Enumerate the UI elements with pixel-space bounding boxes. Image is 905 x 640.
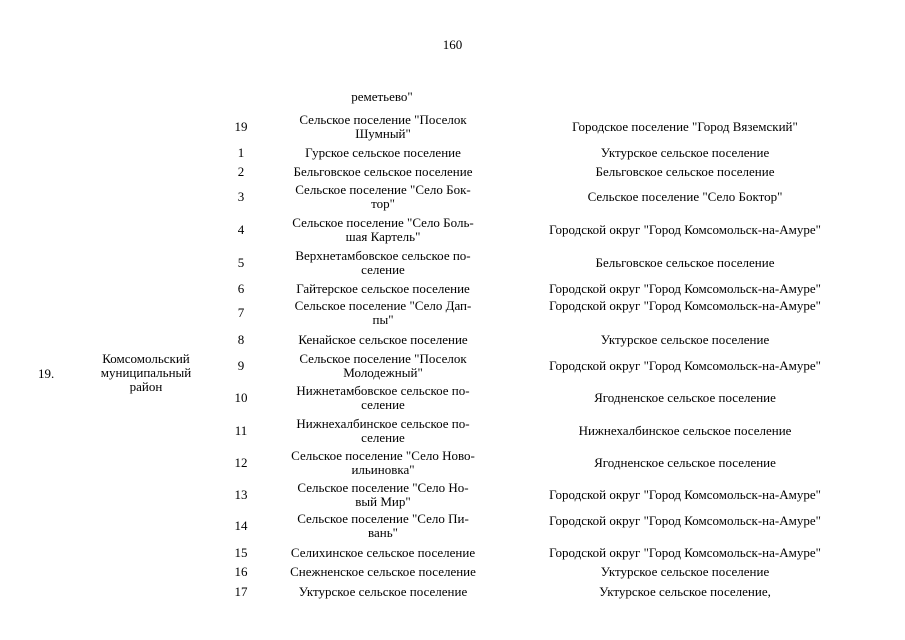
settlement-name-line: Сельское поселение "Село Пи- — [297, 511, 469, 526]
settlement-name-line: Сельское поселение "Село Но- — [297, 480, 469, 495]
settlement-name-line: Шумный" — [355, 126, 411, 141]
settlement-name-line: селение — [361, 262, 405, 277]
table-row — [0, 332, 905, 348]
table-row — [0, 545, 905, 561]
table-row — [0, 164, 905, 180]
settlement-name-line: Верхнетамбовское сельское по- — [295, 248, 471, 263]
settlement-name — [278, 299, 488, 327]
target-settlement: Городское поселение "Город Вяземский" — [572, 119, 798, 134]
settlement-name-line: Кенайское сельское поселение — [298, 332, 468, 347]
target-settlement: Сельское поселение "Село Боктор" — [587, 189, 783, 204]
settlement-name-line: Молодежный" — [343, 365, 423, 380]
row-number: 15 — [234, 545, 248, 560]
settlement-name — [278, 146, 488, 160]
district-name-line: район — [129, 379, 163, 394]
district-name-line: муниципальный — [100, 365, 192, 380]
settlement-name-line: пы" — [372, 312, 394, 327]
target-settlement: Городской округ "Город Комсомольск-на-Амуре" — [549, 545, 821, 560]
settlement-name-line: шая Картель" — [345, 229, 421, 244]
target-settlement: Уктурское сельское поселение — [600, 332, 770, 347]
target-settlement: Городской округ "Город Комсомольск-на-Амуре" — [549, 281, 821, 296]
settlement-name — [278, 333, 488, 347]
row-number: 8 — [237, 332, 245, 347]
table-row — [0, 511, 905, 541]
continued-settlement-name: реметьево" — [351, 89, 413, 104]
target-settlement: Бельговское сельское поселение — [595, 255, 775, 270]
table-row — [0, 182, 905, 212]
settlement-name — [278, 249, 488, 277]
target-settlement: Уктурское сельское поселение — [600, 145, 770, 160]
row-number: 16 — [234, 564, 248, 579]
settlement-name-line: Сельское поселение "Село Бок- — [295, 182, 471, 197]
target-settlement: Городской округ "Город Комсомольск-на-Амуре" — [549, 222, 821, 237]
settlement-name-line: Нижнетамбовское сельское по- — [296, 383, 470, 398]
target-settlement: Уктурское сельское поселение — [600, 564, 770, 579]
table-row — [0, 448, 905, 478]
table-row — [0, 281, 905, 297]
row-number: 4 — [237, 222, 245, 237]
settlement-name — [278, 585, 488, 599]
table-row — [0, 248, 905, 278]
row-number: 19 — [234, 119, 248, 134]
row-number: 1 — [237, 145, 245, 160]
settlement-name-line: Гурское сельское поселение — [305, 145, 461, 160]
settlement-name — [278, 512, 488, 540]
settlement-name-line: Селихинское сельское поселение — [290, 545, 476, 560]
settlement-name — [278, 165, 488, 179]
settlement-name — [278, 216, 488, 244]
table-row — [0, 145, 905, 161]
table-row — [0, 112, 905, 142]
row-number: 3 — [237, 189, 245, 204]
settlement-name-line: селение — [361, 430, 405, 445]
table-row — [0, 480, 905, 510]
row-number: 12 — [234, 455, 248, 470]
table-row — [0, 351, 905, 381]
table-row — [0, 584, 905, 600]
settlement-name-line: Нижнехалбинское сельское по- — [296, 416, 470, 431]
target-settlement: Городской округ "Город Комсомольск-на-Амуре" — [549, 298, 821, 313]
settlement-name — [278, 282, 488, 296]
row-number: 7 — [237, 305, 245, 320]
settlement-name-line: Сельское поселение "Поселок — [299, 112, 467, 127]
target-settlement: Бельговское сельское поселение — [595, 164, 775, 179]
settlement-name-line: Уктурское сельское поселение — [298, 584, 468, 599]
target-settlement: Городской округ "Город Комсомольск-на-Амуре" — [549, 487, 821, 502]
settlement-name — [278, 183, 488, 211]
settlement-name — [278, 384, 488, 412]
settlement-name — [278, 113, 488, 141]
district-name-line: Комсомольский — [102, 351, 190, 366]
row-number: 13 — [234, 487, 248, 502]
settlement-name-line: вань" — [368, 525, 398, 540]
target-settlement: Городской округ "Город Комсомольск-на-Амуре" — [549, 358, 821, 373]
settlement-name-line: селение — [361, 397, 405, 412]
row-number: 9 — [237, 358, 245, 373]
district-number: 19. — [38, 366, 55, 381]
settlement-name-line: ильиновка" — [351, 462, 415, 477]
table-row — [0, 298, 905, 328]
settlement-name-line: Сельское поселение "Село Ново- — [291, 448, 475, 463]
table-row — [0, 215, 905, 245]
row-number: 10 — [234, 390, 248, 405]
settlement-name-line: Снежненское сельское поселение — [290, 564, 476, 579]
table-row — [0, 564, 905, 580]
settlement-name — [278, 352, 488, 380]
row-number: 2 — [237, 164, 245, 179]
settlement-name-line: Сельское поселение "Село Боль- — [292, 215, 474, 230]
table-row — [0, 383, 905, 413]
row-number: 17 — [234, 584, 248, 599]
target-settlement: Городской округ "Город Комсомольск-на-Амуре" — [549, 513, 821, 528]
settlement-name — [278, 546, 488, 560]
row-number: 14 — [234, 518, 248, 533]
settlement-name — [278, 449, 488, 477]
settlement-name-line: Гайтерское сельское поселение — [296, 281, 470, 296]
settlement-name-line: вый Мир" — [355, 494, 411, 509]
target-settlement: Уктурское сельское поселение, — [599, 584, 771, 599]
settlement-name-line: тор" — [371, 196, 395, 211]
row-number: 5 — [237, 255, 245, 270]
table-row — [0, 416, 905, 446]
settlement-name-line: Сельское поселение "Село Дап- — [294, 298, 472, 313]
settlement-name — [278, 481, 488, 509]
settlement-name — [278, 565, 488, 579]
target-settlement: Ягодненское сельское поселение — [594, 455, 776, 470]
row-number: 11 — [234, 423, 248, 438]
settlement-name-line: Бельговское сельское поселение — [293, 164, 473, 179]
settlement-name-line: Сельское поселение "Поселок — [299, 351, 467, 366]
settlement-name — [278, 417, 488, 445]
target-settlement: Ягодненское сельское поселение — [594, 390, 776, 405]
page-number: 160 — [442, 37, 463, 52]
target-settlement: Нижнехалбинское сельское поселение — [578, 423, 792, 438]
row-number: 6 — [237, 281, 245, 296]
